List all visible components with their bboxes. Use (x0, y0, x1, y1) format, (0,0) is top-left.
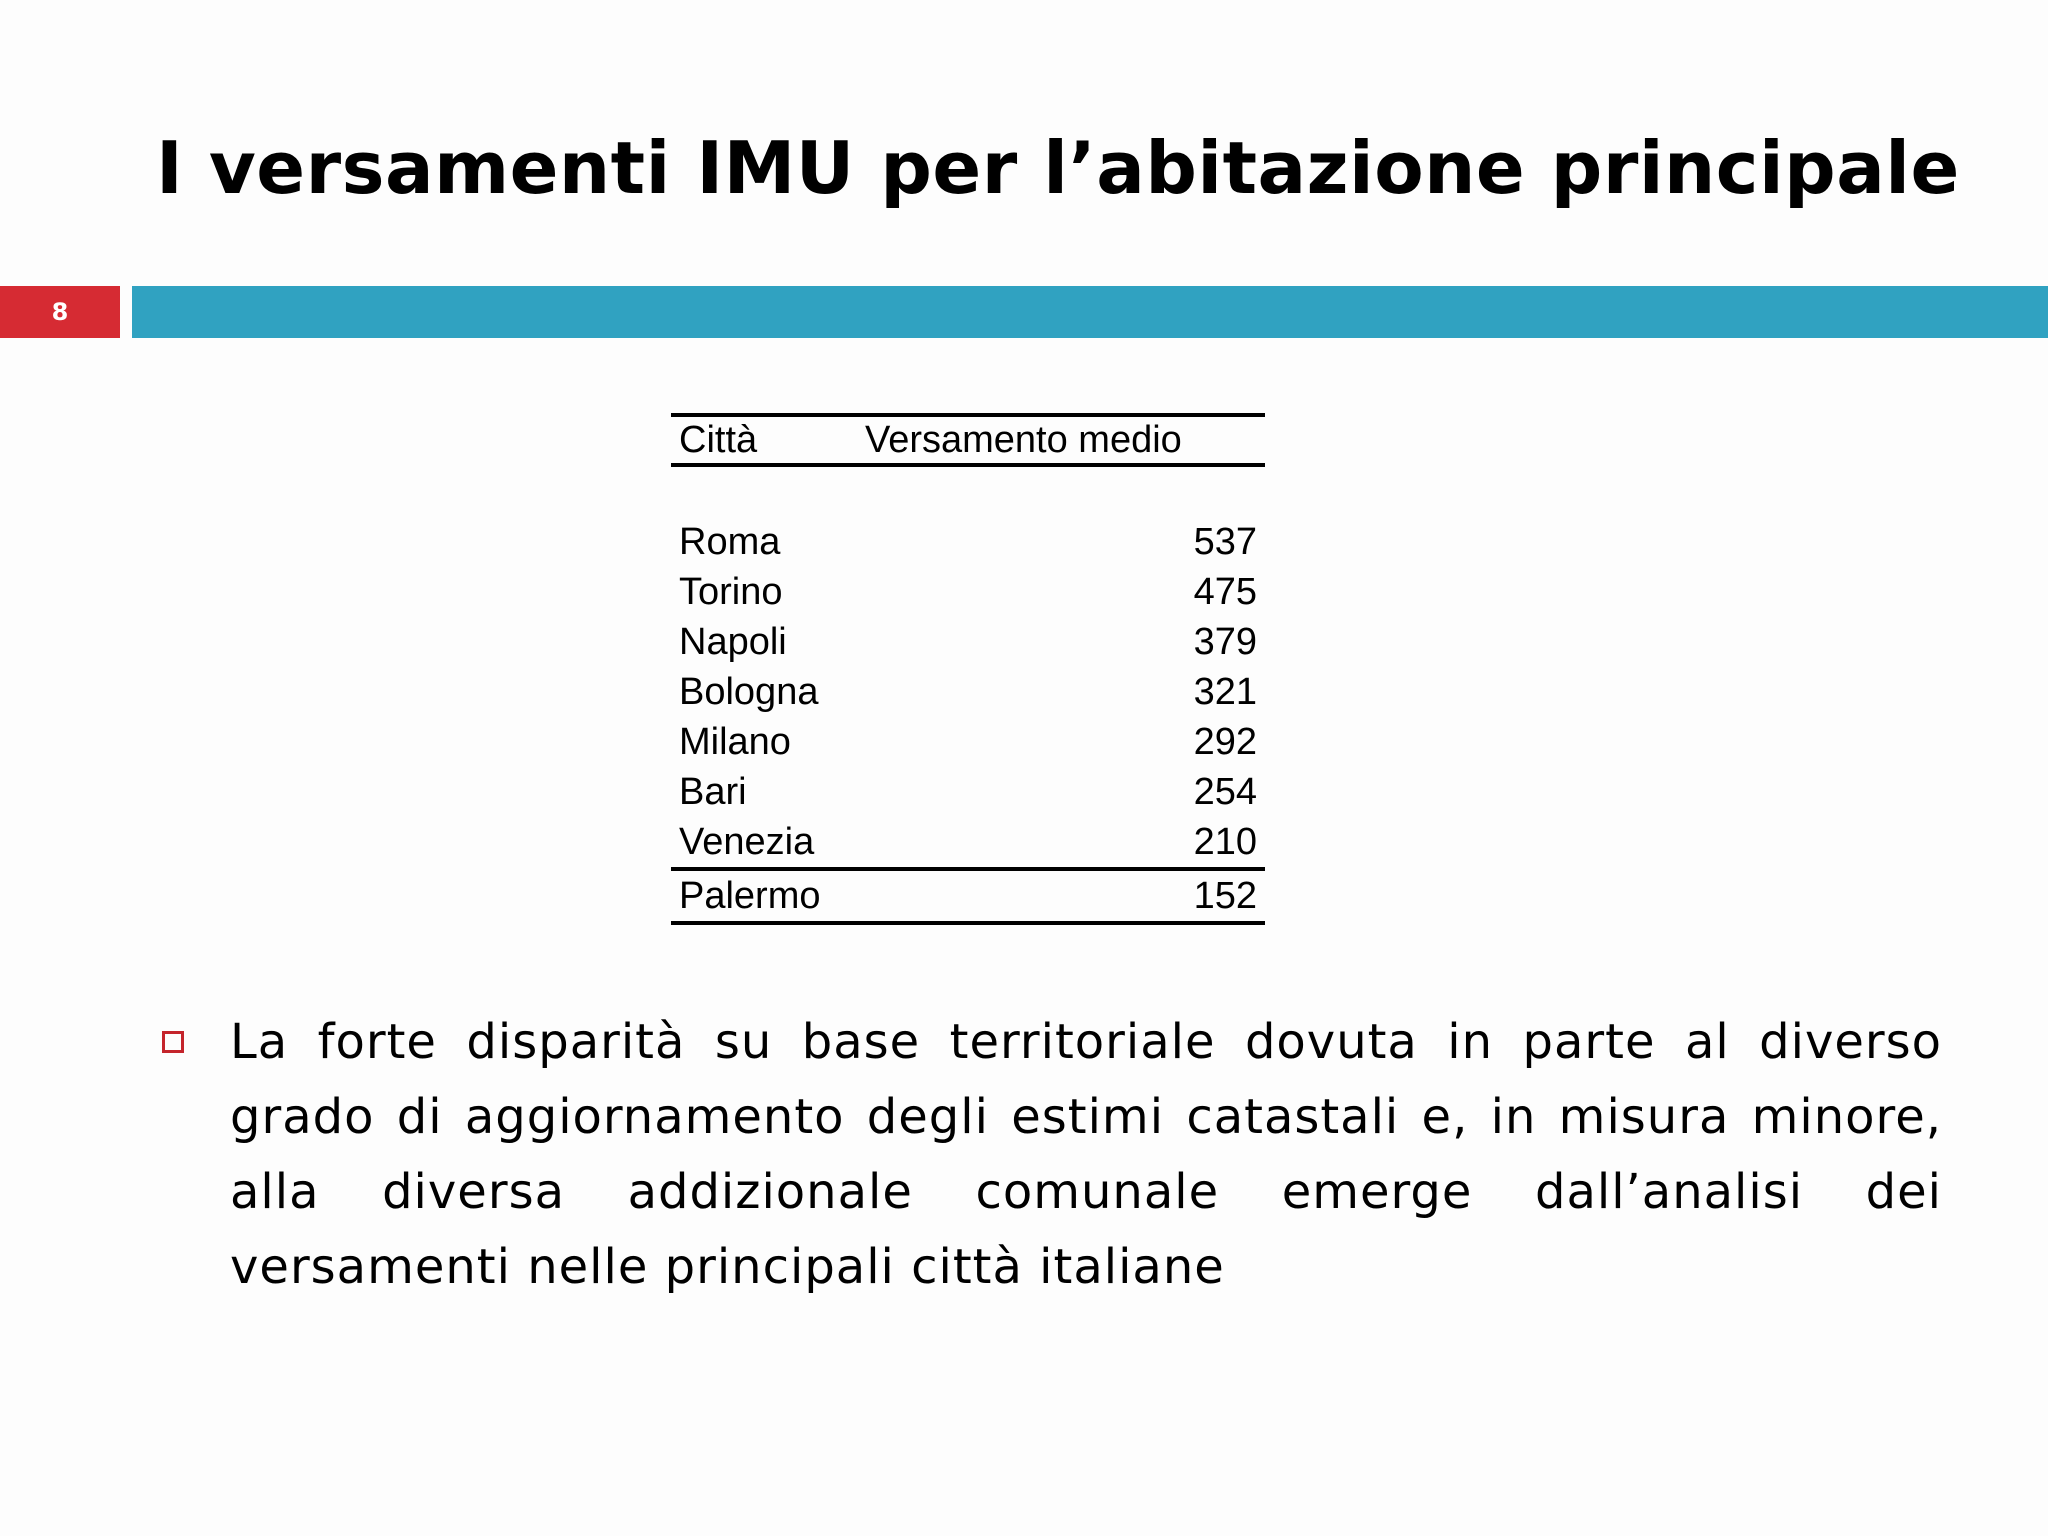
column-header-city: Città (671, 415, 865, 465)
city-cell: Palermo (671, 869, 865, 923)
table-row (671, 717, 1265, 767)
hollow-square-bullet-icon (162, 1031, 184, 1053)
table-row (671, 767, 1265, 817)
payment-cell: 537 (1193, 520, 1257, 563)
table-row (671, 667, 1265, 717)
table-row (671, 567, 1265, 617)
bullet-item (162, 1005, 1942, 1305)
slide-number: 8 (51, 298, 69, 326)
imu-payments-table (671, 413, 1265, 925)
header-accent-bar (132, 286, 2048, 338)
column-header-average-payment: Versamento medio (865, 415, 1265, 465)
table-row (671, 617, 1265, 667)
table-row (671, 817, 1265, 869)
table-row (671, 869, 1265, 923)
city-cell: Roma (679, 520, 781, 563)
payment-cell: 321 (1193, 670, 1257, 713)
city-cell: Napoli (679, 620, 787, 663)
city-cell: Torino (679, 570, 783, 613)
bullet-text: La forte disparità su base territoriale dovuta in parte al diverso grado di aggiornamento degli estimi catastali e, in misura minore, alla diversa addizionale comunale emerge dall’analisi dei versamenti nelle principali città italiane (230, 1014, 1942, 1295)
table-row (671, 517, 1265, 567)
payment-cell: 210 (1193, 820, 1257, 863)
city-cell: Bari (679, 770, 747, 813)
payment-cell: 152 (865, 869, 1265, 923)
payment-cell: 292 (1193, 720, 1257, 763)
city-cell: Bologna (679, 670, 819, 713)
payment-cell: 475 (1193, 570, 1257, 613)
city-cell: Venezia (679, 820, 815, 863)
slide-number-badge (0, 286, 120, 338)
payment-cell: 254 (1193, 770, 1257, 813)
bullet-list (162, 1005, 1942, 1305)
table-header-row (671, 415, 1265, 465)
table-spacer-row (671, 465, 1265, 517)
payment-cell: 379 (1193, 620, 1257, 663)
slide-title: I versamenti IMU per l’abitazione principale (156, 126, 1960, 210)
city-cell: Milano (679, 720, 791, 763)
